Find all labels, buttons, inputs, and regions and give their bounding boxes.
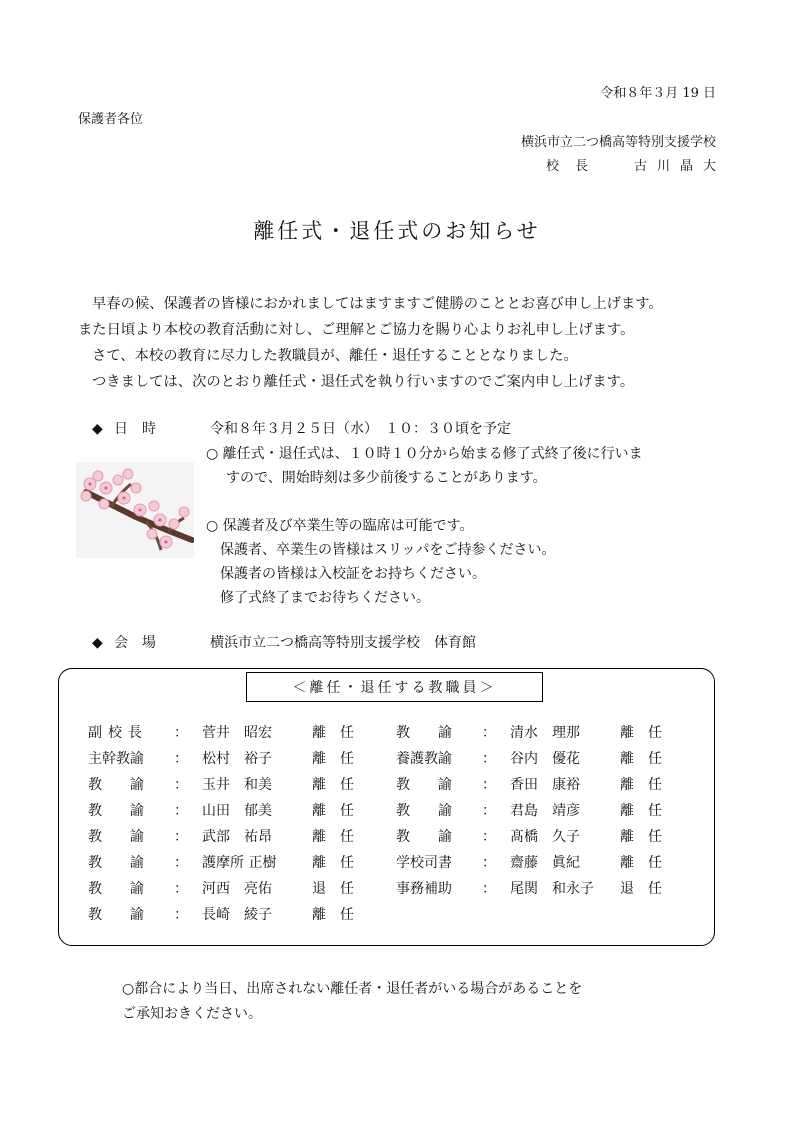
staff-name: 菅井 昭宏	[202, 725, 272, 741]
staff-name: 齋藤 眞紀	[510, 855, 580, 871]
staff-name: 河西 亮佑	[202, 881, 272, 897]
staff-title: 学校司書	[396, 855, 452, 871]
staff-name: 長崎 綾子	[202, 907, 272, 923]
staff-row	[396, 876, 676, 902]
colon: ：	[174, 725, 188, 741]
staff-title: 教諭	[88, 829, 172, 845]
colon: ：	[482, 803, 496, 819]
footnote-line-1: ○都合により当日、出席されない離任者・退任者がいる場合があることを	[122, 981, 583, 997]
colon: ：	[174, 829, 188, 845]
staff-status: 離任	[312, 725, 368, 741]
body-paragraph-1: 早春の候、保護者の皆様におかれましてはますますご健勝のこととお喜び申し上げます。	[92, 296, 663, 312]
colon: ：	[174, 777, 188, 793]
body-paragraph-2: また日頃より本校の教育活動に対し、ご理解とご協力を賜り心よりお礼申し上げます。	[78, 322, 635, 338]
staff-status: 離任	[312, 803, 368, 819]
body-paragraph-3: さて、本校の教育に尽力した教職員が、離任・退任することとなりました。	[92, 348, 578, 364]
staff-row	[396, 798, 676, 824]
staff-name: 清水 理那	[510, 725, 580, 741]
recipient: 保護者各位	[78, 112, 144, 127]
staff-row	[396, 772, 676, 798]
venue-value: 横浜市立二つ橋高等特別支援学校 体育館	[210, 635, 476, 651]
staff-row	[88, 798, 368, 824]
staff-name: 玉井 和美	[202, 777, 272, 793]
diamond-bullet-icon: ◆	[92, 421, 103, 437]
staff-row	[88, 902, 368, 928]
staff-name: 香田 康裕	[510, 777, 580, 793]
staff-name: 松村 裕子	[202, 751, 272, 767]
staff-status: 離任	[312, 855, 368, 871]
principal-name: 古川晶大	[633, 159, 726, 174]
colon: ：	[174, 881, 188, 897]
colon: ：	[482, 855, 496, 871]
staff-title: 教諭	[88, 855, 172, 871]
staff-status: 離任	[312, 777, 368, 793]
colon: ：	[174, 855, 188, 871]
staff-status: 離任	[620, 855, 676, 871]
staff-status: 退任	[620, 881, 676, 897]
staff-title: 教諭	[88, 881, 172, 897]
staff-status: 離任	[620, 725, 676, 741]
staff-list-heading: ＜離任・退任する教職員＞	[246, 672, 543, 702]
schedule-note-1-line-2: すので、開始時刻は多少前後することがあります。	[226, 470, 547, 486]
staff-row	[396, 850, 676, 876]
staff-name: 武部 祐昂	[202, 829, 272, 845]
colon: ：	[482, 751, 496, 767]
staff-name: 君島 靖彦	[510, 803, 580, 819]
staff-status: 離任	[620, 803, 676, 819]
staff-title: 教諭	[88, 907, 172, 923]
staff-row	[88, 746, 368, 772]
staff-row	[88, 876, 368, 902]
staff-title: 主幹教諭	[88, 751, 144, 767]
diamond-bullet-icon: ◆	[92, 635, 103, 651]
body-paragraph-4: つきましては、次のとおり離任式・退任式を執り行いますのでご案内申し上げます。	[92, 374, 635, 390]
colon: ：	[482, 777, 496, 793]
schedule-note-2-line-1: ○ 保護者及び卒業生等の臨席は可能です。	[206, 518, 474, 534]
footnote-line-2: ご承知おきください。	[122, 1006, 262, 1022]
school-name: 横浜市立二つ橋高等特別支援学校	[520, 135, 716, 150]
staff-title: 教諭	[88, 777, 172, 793]
staff-row	[396, 824, 676, 850]
staff-title: 教諭	[396, 777, 480, 793]
colon: ：	[482, 725, 496, 741]
staff-row	[88, 720, 368, 746]
staff-status: 離任	[620, 751, 676, 767]
schedule-row	[92, 418, 511, 438]
staff-name: 護摩所 正樹	[202, 855, 277, 871]
staff-status: 離任	[620, 829, 676, 845]
colon: ：	[174, 907, 188, 923]
staff-name: 尾関 和永子	[510, 881, 594, 897]
staff-row	[88, 850, 368, 876]
staff-status: 離任	[312, 907, 368, 923]
colon: ：	[174, 751, 188, 767]
staff-title: 事務補助	[396, 881, 452, 897]
colon: ：	[482, 829, 496, 845]
staff-title: 副校長	[88, 725, 148, 741]
staff-title: 養護教諭	[396, 751, 452, 767]
staff-column-left	[88, 720, 368, 928]
staff-status: 退任	[312, 881, 368, 897]
schedule-note-2-line-4: 修了式終了までお待ちください。	[220, 590, 430, 606]
staff-row	[88, 824, 368, 850]
principal-role: 校長	[545, 159, 604, 174]
staff-name: 髙橋 久子	[510, 829, 580, 845]
venue-row	[92, 632, 476, 652]
principal-signature	[545, 155, 726, 174]
staff-status: 離任	[312, 751, 368, 767]
staff-status: 離任	[620, 777, 676, 793]
issue-date: 令和８年３月 19 日	[600, 86, 716, 101]
staff-title: 教諭	[396, 829, 480, 845]
venue-label: 会場	[114, 635, 170, 651]
schedule-value: 令和８年３月２５日（水） １０：３０頃を予定	[210, 421, 511, 437]
staff-status: 離任	[312, 829, 368, 845]
staff-name: 山田 郁美	[202, 803, 272, 819]
page-title: 離任式・退任式のお知らせ	[253, 219, 541, 243]
colon: ：	[174, 803, 188, 819]
staff-row	[88, 772, 368, 798]
colon: ：	[482, 881, 496, 897]
schedule-note-2-line-3: 保護者の皆様は入校証をお持ちください。	[220, 566, 486, 582]
schedule-note-2-line-2: 保護者、卒業生の皆様はスリッパをご持参ください。	[220, 542, 556, 558]
staff-row	[396, 746, 676, 772]
staff-name: 谷内 優花	[510, 751, 580, 767]
cherry-blossom-icon	[76, 462, 194, 558]
schedule-label: 日時	[114, 421, 170, 437]
staff-title: 教諭	[396, 803, 480, 819]
schedule-note-1-line-1: ○ 離任式・退任式は、１０時１０分から始まる修了式終了後に行いま	[206, 446, 643, 462]
staff-title: 教諭	[396, 725, 480, 741]
staff-column-right	[396, 720, 676, 902]
staff-row	[396, 720, 676, 746]
staff-title: 教諭	[88, 803, 172, 819]
